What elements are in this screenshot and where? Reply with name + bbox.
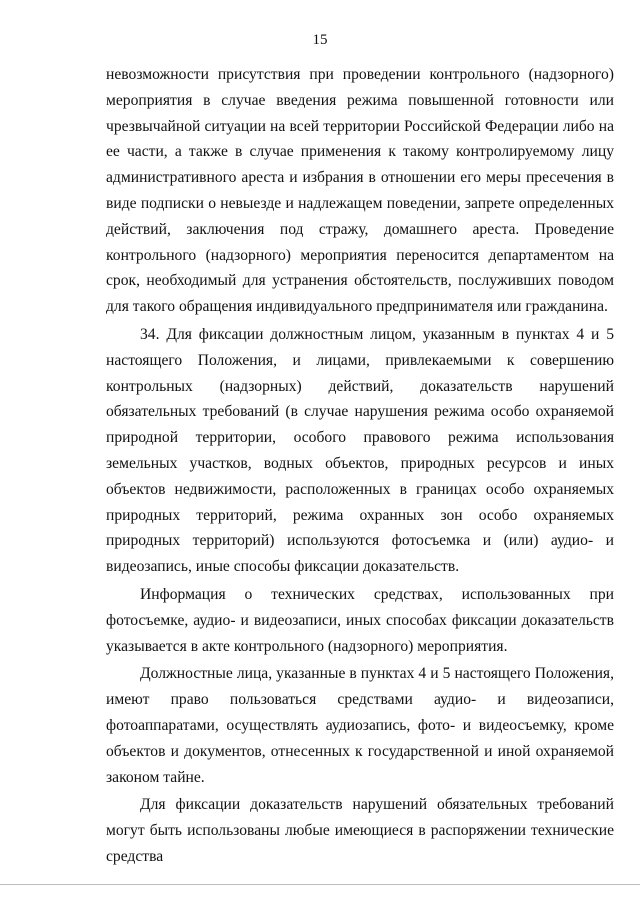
page-number: 15	[312, 32, 328, 48]
paragraph-34: 34. Для фиксации должностным лицом, указанным в пунктах 4 и 5 настоящего Положения, и лицами, привлекаемыми к совершению контрольных (надзорных) действий, доказательств нарушений обязательных требований (в случае нарушения режима особо охраняемой природной территории, особого правового режима использования земельных участков, водных объектов, природных ресурсов и иных объектов недвижимости, расположенных в границах особо охраняемых природных территорий, режима охранных зон особо охраняемых природных территорий) используются фотосъемка и (или) аудио- и видеозапись, иные способы фиксации доказательств.	[106, 325, 614, 576]
footer-divider	[0, 884, 640, 885]
paragraph-evidence-means: Для фиксации доказательств нарушений обязательных требований могут быть использованы любые имеющиеся в распоряжении технические средства	[106, 796, 614, 865]
paragraph-equipment-info: Информация о технических средствах, использованных при фотосъемке, аудио- и видеозаписи, иных способах фиксации доказательств указывается в акте контрольного (надзорного) мероприятия.	[106, 585, 614, 655]
document-body	[106, 62, 614, 872]
paragraph-continuation: невозможности присутствия при проведении контрольного (надзорного) мероприятия в случае введения режима повышенной готовности или чрезвычайной ситуации на всей территории Российской Федерации либо на ее части, а также в случае применения к такому контролируемому лицу административного ареста и избрания в отношении его меры пресечения в виде подписки о невыезде и надлежащем поведении, запрете определенных действий, заключения под стражу, домашнего ареста. Проведение контрольного (надзорного) мероприятия переносится департаментом на срок, необходимый для устранения обстоятельств, послуживших поводом для такого обращения индивидуального предпринимателя или гражданина.	[106, 66, 614, 316]
paragraph-officials-rights: Должностные лица, указанные в пунктах 4 и 5 настоящего Положения, имеют право пользоваться средствами аудио- и видеозаписи, фотоаппаратами, осуществлять аудиозапись, фото- и видеосъемку, кроме объектов и документов, отнесенных к государственной и иной охраняемой законом тайне.	[106, 665, 614, 786]
